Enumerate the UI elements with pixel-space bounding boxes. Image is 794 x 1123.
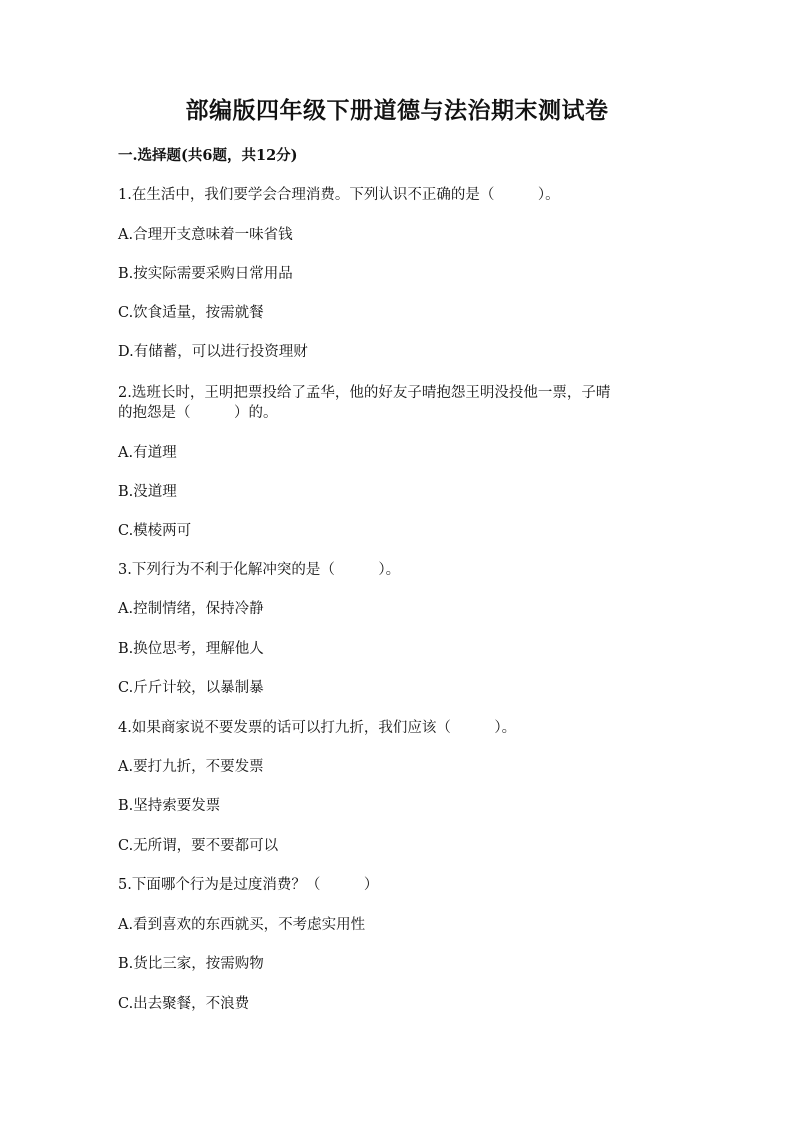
page-title: 部编版四年级下册道德与法治期末测试卷	[185, 97, 609, 124]
question-3-option-b: B.换位思考，理解他人	[118, 641, 264, 657]
question-2-option-b: B.没道理	[118, 484, 177, 500]
question-3-option-c: C.斤斤计较，以暴制暴	[118, 680, 264, 696]
question-2-option-a: A.有道理	[118, 445, 177, 461]
question-5-option-a: A.看到喜欢的东西就买，不考虑实用性	[118, 917, 366, 933]
question-2-stem-line-2: 的抱怨是（ ）的。	[118, 405, 278, 421]
question-5-stem: 5.下面哪个行为是过度消费？（ ）	[118, 877, 379, 893]
question-1-option-c: C.饮食适量，按需就餐	[118, 305, 264, 321]
question-1-stem: 1.在生活中，我们要学会合理消费。下列认识不正确的是（ ）。	[118, 187, 560, 203]
question-5-option-b: B.货比三家，按需购物	[118, 956, 264, 972]
question-2-option-c: C.模棱两可	[118, 523, 192, 539]
question-3-option-a: A.控制情绪，保持冷静	[118, 601, 264, 617]
question-4-option-a: A.要打九折，不要发票	[118, 759, 264, 775]
question-1-option-a: A.合理开支意味着一味省钱	[118, 227, 293, 243]
question-4-stem: 4.如果商家说不要发票的话可以打九折，我们应该（ ）。	[118, 720, 517, 736]
question-4-option-c: C.无所谓，要不要都可以	[118, 838, 279, 854]
question-3-stem: 3.下列行为不利于化解冲突的是（ ）。	[118, 562, 401, 578]
question-5-option-c: C.出去聚餐，不浪费	[118, 996, 250, 1012]
question-2-stem-line-1: 2.选班长时，王明把票投给了孟华，他的好友子晴抱怨王明没投他一票，子晴	[118, 385, 611, 401]
question-4-option-b: B.坚持索要发票	[118, 798, 221, 814]
question-1-option-b: B.按实际需要采购日常用品	[118, 266, 293, 282]
question-1-option-d: D.有储蓄，可以进行投资理财	[118, 344, 308, 360]
section-heading: 一.选择题(共6题，共12分)	[118, 147, 298, 164]
